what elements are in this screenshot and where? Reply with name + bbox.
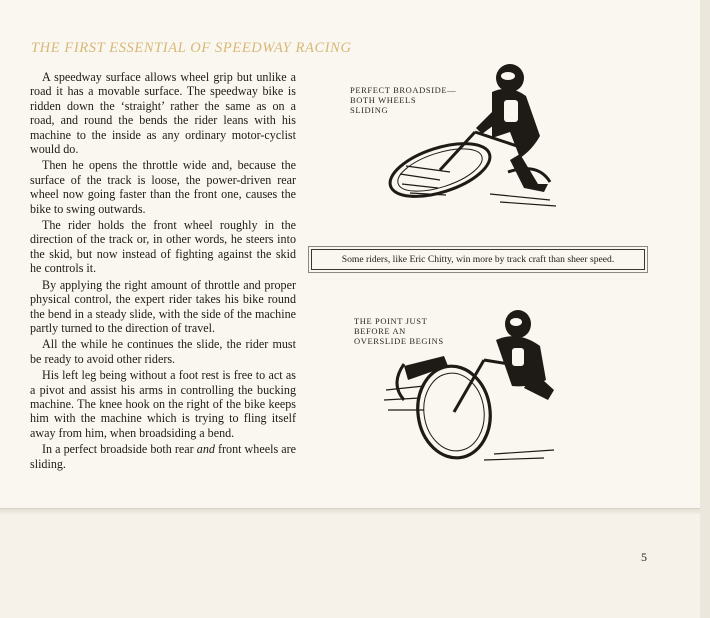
body-text — [30, 70, 296, 473]
caption-line: OVERSLIDE BEGINS — [354, 336, 444, 346]
paragraph: The rider holds the front wheel roughly in the direction of the track or, in other words, he steers into the skid, but now instead of fighting against the skid he controls it. — [30, 218, 296, 276]
paragraph: His left leg being without a foot rest is free to act as a pivot and assist his arms in controlling the bucking machine. The knee hook on the right of the bike keeps him with the machine which is trying to fling itself away from him, when broadsiding a bend. — [30, 368, 296, 440]
text-run: front wheels are sliding. — [30, 442, 296, 471]
paragraph: By applying the right amount of throttle and proper physical control, the expert rider takes his bike round the bend in a steady slide, with the side of the machine partly turned to the direction of travel. — [30, 277, 296, 335]
paragraph-last — [30, 442, 296, 471]
caption-line: BOTH WHEELS — [350, 95, 417, 105]
page-heading: THE FIRST ESSENTIAL OF SPEEDWAY RACING — [31, 40, 352, 56]
caption-line: PERFECT BROADSIDE— — [350, 85, 457, 95]
paragraph: Then he opens the throttle wide and, because the surface of the track is loose, the power-driven rear wheel now going faster than the front one, causes the bike to swing outwards. — [30, 158, 296, 216]
paragraph: A speedway surface allows wheel grip but unlike a road it has a movable surface. The speedway bike is ridden down the ‘straight’ rather the same as on a road, and round the bends the rider leans with his machine to the inside as any ordinary motor-cyclist would do. — [30, 70, 296, 157]
overslide-rider-illustration — [384, 304, 564, 464]
caption-line: BEFORE AN — [354, 326, 406, 336]
broadside-rider-illustration — [380, 62, 560, 212]
text-run: In a perfect broadside both rear — [42, 442, 197, 457]
page-edge-strip — [700, 0, 710, 618]
page-number: 5 — [641, 550, 647, 564]
pull-quote-box: Some riders, like Eric Chitty, win more by track craft than sheer speed. — [311, 249, 645, 270]
emphasis: and — [196, 442, 215, 457]
paragraph: All the while he continues the slide, the rider must be ready to avoid other riders. — [30, 337, 296, 366]
next-page-edge — [0, 514, 702, 618]
caption-line: THE POINT JUST — [354, 316, 428, 326]
caption-line: SLIDING — [350, 105, 389, 115]
